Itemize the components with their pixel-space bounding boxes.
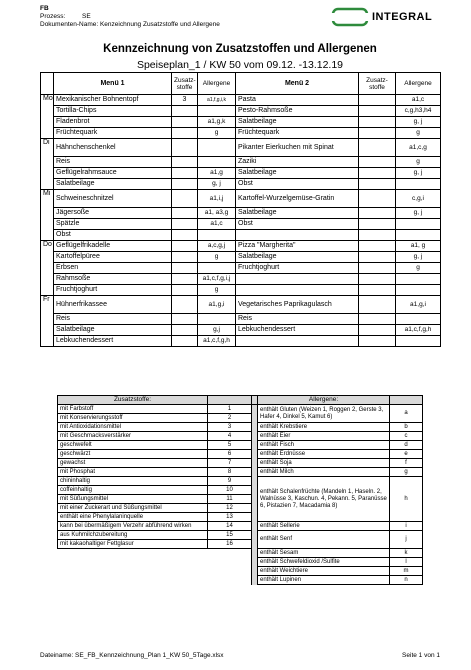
menu2-dish bbox=[236, 336, 359, 347]
zusatz-number: 4 bbox=[208, 432, 252, 441]
menu1-dish: Tortilla-Chips bbox=[54, 106, 172, 117]
process-value: SE bbox=[82, 13, 91, 20]
menu2-allergene: a1,c,f,g,h bbox=[396, 325, 441, 336]
menu2-allergene bbox=[396, 179, 441, 190]
menu-row bbox=[41, 274, 441, 285]
allergen-label: enthält Sesam bbox=[258, 549, 390, 558]
menu2-allergene: a1, g bbox=[396, 241, 441, 252]
menu1-zusatz bbox=[172, 208, 198, 219]
menu1-zusatz bbox=[172, 230, 198, 241]
allergen-code: b bbox=[390, 423, 423, 432]
menu2-allergene: c,g,h3,h4 bbox=[396, 106, 441, 117]
zusatz-empty bbox=[208, 558, 252, 567]
zusatz-number: 11 bbox=[208, 495, 252, 504]
menu1-zusatz bbox=[172, 219, 198, 230]
menu-row bbox=[41, 95, 441, 106]
menu1-allergene: a1,g bbox=[198, 168, 236, 179]
menu-row bbox=[41, 208, 441, 219]
zusatz-label: aus Kuhmilchzubereitung bbox=[58, 531, 208, 540]
menu2-allergene bbox=[396, 314, 441, 325]
menu-row bbox=[41, 314, 441, 325]
zusatz-label: mit kakaohaltiger Fettglasur bbox=[58, 540, 208, 549]
menu2-dish: Vegetarisches Paprikagulasch bbox=[236, 296, 359, 314]
menu-row bbox=[41, 230, 441, 241]
file-name: Dateiname: SE_FB_Kennzeichnung_Plan 1_KW 50_5Tage.xlsx bbox=[40, 652, 224, 659]
menu2-allergene: g, j bbox=[396, 208, 441, 219]
menu1-allergene: g,j bbox=[198, 325, 236, 336]
allergene-legend-header: Allergene: bbox=[258, 396, 390, 405]
menu2-zusatz bbox=[359, 106, 396, 117]
menu1-dish: Mexikanischer Bohnentopf bbox=[54, 95, 172, 106]
legend-row bbox=[58, 567, 423, 576]
allergen-label: enthält Milch bbox=[258, 468, 390, 477]
allergen-code: i bbox=[390, 522, 423, 531]
menu1-allergene: a1,c bbox=[198, 219, 236, 230]
menu1-allergene: a1,i,j bbox=[198, 190, 236, 208]
menu2-dish: Salatbeilage bbox=[236, 168, 359, 179]
integral-logo-icon bbox=[330, 6, 370, 28]
legend-row bbox=[58, 468, 423, 477]
zusatz-number-header bbox=[208, 396, 252, 405]
legend-separator bbox=[252, 540, 258, 549]
menu1-dish: Salatbeilage bbox=[54, 325, 172, 336]
menu2-zusatz bbox=[359, 325, 396, 336]
menu1-dish: Hühnerfrikassee bbox=[54, 296, 172, 314]
menu1-zusatz bbox=[172, 336, 198, 347]
menu2-allergene: g bbox=[396, 263, 441, 274]
legend-row bbox=[58, 558, 423, 567]
zusatz-number: 5 bbox=[208, 441, 252, 450]
allergen-code: f bbox=[390, 459, 423, 468]
allergen-code: c bbox=[390, 432, 423, 441]
zusatz-empty bbox=[208, 549, 252, 558]
zusatz-number: 3 bbox=[208, 423, 252, 432]
zusatz-number: 7 bbox=[208, 459, 252, 468]
zusatz-label: mit Geschmacksverstärker bbox=[58, 432, 208, 441]
menu2-allergene bbox=[396, 285, 441, 296]
menu2-zusatz bbox=[359, 230, 396, 241]
menu1-dish: Salatbeilage bbox=[54, 179, 172, 190]
allergen-label: enthält Sellerie bbox=[258, 522, 390, 531]
zusatz-label: mit Konservierungsstoff bbox=[58, 414, 208, 423]
menu-row bbox=[41, 336, 441, 347]
allergen-code: l bbox=[390, 558, 423, 567]
menu1-zusatz bbox=[172, 117, 198, 128]
menu1-zusatz bbox=[172, 157, 198, 168]
allergen-label: enthält Senf bbox=[258, 531, 390, 549]
menu2-zusatz bbox=[359, 128, 396, 139]
menu2-allergene: g bbox=[396, 128, 441, 139]
menu2-dish: Pikanter Eierkuchen mit Spinat bbox=[236, 139, 359, 157]
legend-row bbox=[58, 432, 423, 441]
allergen-label: enthält Erdnüsse bbox=[258, 450, 390, 459]
menu2-dish: Salatbeilage bbox=[236, 252, 359, 263]
zusatz-label: kann bei übermäßigem Verzehr abführend wirken bbox=[58, 522, 208, 531]
menu1-dish: Früchtequark bbox=[54, 128, 172, 139]
legend-table bbox=[57, 395, 423, 585]
menu2-dish: Fruchtjoghurt bbox=[236, 263, 359, 274]
menu2-zusatz bbox=[359, 219, 396, 230]
menu1-allergene bbox=[198, 106, 236, 117]
allergen-label: enthält Fisch bbox=[258, 441, 390, 450]
allergen-code: h bbox=[390, 477, 423, 522]
menu1-allergene: g, j bbox=[198, 179, 236, 190]
day-cell: Mo bbox=[41, 95, 54, 139]
legend-header-row bbox=[58, 396, 423, 405]
zusatz-number: 12 bbox=[208, 504, 252, 513]
document-meta bbox=[40, 5, 220, 29]
zusatz-number: 16 bbox=[208, 540, 252, 549]
zusatz-empty bbox=[58, 576, 208, 585]
menu1-allergene: a1, a3,g bbox=[198, 208, 236, 219]
menu1-dish: Hähnchenschenkel bbox=[54, 139, 172, 157]
menu-row bbox=[41, 285, 441, 296]
zusatz-number: 1 bbox=[208, 405, 252, 414]
zusatz-empty bbox=[58, 549, 208, 558]
legend-row bbox=[58, 522, 423, 531]
legend-row bbox=[58, 441, 423, 450]
menu2-allergene: g bbox=[396, 157, 441, 168]
allergen-code: a bbox=[390, 405, 423, 423]
menu1-zusatz bbox=[172, 241, 198, 252]
legend-separator bbox=[252, 504, 258, 513]
menu2-dish: Obst bbox=[236, 219, 359, 230]
menu1-dish: Fladenbrot bbox=[54, 117, 172, 128]
menu1-zusatz bbox=[172, 190, 198, 208]
menu2-zusatz bbox=[359, 241, 396, 252]
menu1-zusatz bbox=[172, 314, 198, 325]
menu1-zusatz bbox=[172, 139, 198, 157]
zusatz-label: mit Farbstoff bbox=[58, 405, 208, 414]
menu1-dish: Reis bbox=[54, 314, 172, 325]
legend-row bbox=[58, 477, 423, 486]
zusatz-label: chininhaltig bbox=[58, 477, 208, 486]
menu1-allergene bbox=[198, 230, 236, 241]
menu-table bbox=[40, 72, 441, 347]
zusatz-number: 9 bbox=[208, 477, 252, 486]
legend-row bbox=[58, 576, 423, 585]
menu2-zusatz bbox=[359, 157, 396, 168]
menu2-dish: Pesto-Rahmsoße bbox=[236, 106, 359, 117]
legend-separator bbox=[252, 486, 258, 495]
menu1-dish: Kartoffelpüree bbox=[54, 252, 172, 263]
menu-row bbox=[41, 117, 441, 128]
allergen-label: enthält Lupinen bbox=[258, 576, 390, 585]
zusatz-legend-header: Zusatzstoffe: bbox=[58, 396, 208, 405]
menu1-header: Menü 1 bbox=[54, 73, 172, 95]
menu1-allergene: a,c,g,j bbox=[198, 241, 236, 252]
menu2-allergene: a1,g,i bbox=[396, 296, 441, 314]
menu1-zusatz: 3 bbox=[172, 95, 198, 106]
menu1-dish: Jägersoße bbox=[54, 208, 172, 219]
menu1-zusatz bbox=[172, 106, 198, 117]
zusatz-label: mit Phosphat bbox=[58, 468, 208, 477]
menu1-dish: Erbsen bbox=[54, 263, 172, 274]
menu2-header: Menü 2 bbox=[236, 73, 359, 95]
menu-row bbox=[41, 241, 441, 252]
menu2-dish: Zaziki bbox=[236, 157, 359, 168]
menu2-allergene: a1,c bbox=[396, 95, 441, 106]
allergen-code: m bbox=[390, 567, 423, 576]
allergen-label: enthält Schalenfrüchte (Mandeln 1, Haseln. 2, Walnüsse 3, Kaschun. 4, Pekann. 5, Paranüsse 6, Pistazien 7, Macadamia 8) bbox=[258, 477, 390, 522]
menu-row bbox=[41, 296, 441, 314]
menu1-allergene bbox=[198, 157, 236, 168]
menu2-dish: Obst bbox=[236, 179, 359, 190]
menu1-allergene bbox=[198, 263, 236, 274]
menu2-dish: Salatbeilage bbox=[236, 117, 359, 128]
allergen-label: enthält Gluten (Weizen 1, Roggen 2, Gerste 3, Hafer 4, Dinkel 5, Kamut 6) bbox=[258, 405, 390, 423]
menu1-zusatz bbox=[172, 325, 198, 336]
menu1-zusatz bbox=[172, 179, 198, 190]
menu1-allergene: a1,c,f,g,h bbox=[198, 336, 236, 347]
day-header bbox=[41, 73, 54, 95]
zusatz-number: 13 bbox=[208, 513, 252, 522]
menu-row bbox=[41, 263, 441, 274]
menu-row bbox=[41, 219, 441, 230]
zusatz-empty bbox=[208, 567, 252, 576]
day-cell: Do bbox=[41, 241, 54, 296]
legend-row bbox=[58, 450, 423, 459]
menu2-dish bbox=[236, 274, 359, 285]
menu1-allergene: a1,c,f,g,i,j bbox=[198, 274, 236, 285]
zusatz-label: gewachst bbox=[58, 459, 208, 468]
legend-separator bbox=[252, 414, 258, 423]
zusatz-label: mit Süßungsmittel bbox=[58, 495, 208, 504]
menu2-allergene: g, j bbox=[396, 117, 441, 128]
menu2-dish: Pasta bbox=[236, 95, 359, 106]
legend-row bbox=[58, 549, 423, 558]
allergene2-header: Allergene bbox=[396, 73, 441, 95]
menu2-allergene bbox=[396, 219, 441, 230]
menu1-dish: Rahmsoße bbox=[54, 274, 172, 285]
menu1-allergene bbox=[198, 139, 236, 157]
menu1-allergene: a1,f,g,i,k bbox=[198, 95, 236, 106]
allergen-code: g bbox=[390, 468, 423, 477]
allergen-code: n bbox=[390, 576, 423, 585]
menu2-dish: Salatbeilage bbox=[236, 208, 359, 219]
menu-row bbox=[41, 157, 441, 168]
page-title: Kennzeichnung von Zusatzstoffen und Allergenen bbox=[103, 43, 377, 55]
allergen-code: j bbox=[390, 531, 423, 549]
zusatz-number: 8 bbox=[208, 468, 252, 477]
menu-row bbox=[41, 139, 441, 157]
menu1-zusatz bbox=[172, 168, 198, 179]
allergen-label: enthält Eier bbox=[258, 432, 390, 441]
allergen-label: enthält Soja bbox=[258, 459, 390, 468]
menu2-allergene bbox=[396, 274, 441, 285]
allergen-label: enthält Weichtiere bbox=[258, 567, 390, 576]
menu1-dish: Schweineschnitzel bbox=[54, 190, 172, 208]
menu-row bbox=[41, 179, 441, 190]
menu2-zusatz bbox=[359, 285, 396, 296]
allergen-code: k bbox=[390, 549, 423, 558]
menu2-allergene: g, j bbox=[396, 168, 441, 179]
zusatz-label: mit Antioxidationsmittel bbox=[58, 423, 208, 432]
menu2-zusatz bbox=[359, 117, 396, 128]
legend-row bbox=[58, 531, 423, 540]
zusatz-number: 6 bbox=[208, 450, 252, 459]
menu1-dish: Geflügelrahmsauce bbox=[54, 168, 172, 179]
menu2-dish bbox=[236, 230, 359, 241]
day-cell: Mi bbox=[41, 190, 54, 241]
form-code: FB bbox=[40, 5, 49, 12]
menu2-zusatz bbox=[359, 190, 396, 208]
zusatz-label: geschwefelt bbox=[58, 441, 208, 450]
menu1-dish: Reis bbox=[54, 157, 172, 168]
allergene-code-header bbox=[390, 396, 423, 405]
menu1-dish: Fruchtjoghurt bbox=[54, 285, 172, 296]
menu2-zusatz bbox=[359, 95, 396, 106]
menu2-allergene: g, j bbox=[396, 252, 441, 263]
zusatz-empty bbox=[208, 576, 252, 585]
menu1-allergene: a1,g,i bbox=[198, 296, 236, 314]
menu2-zusatz bbox=[359, 208, 396, 219]
menu-row bbox=[41, 190, 441, 208]
menu2-dish: Reis bbox=[236, 314, 359, 325]
page-subtitle: Speiseplan_1 / KW 50 vom 09.12. -13.12.19 bbox=[136, 59, 344, 71]
menu-row bbox=[41, 106, 441, 117]
legend-separator bbox=[252, 495, 258, 504]
menu2-allergene: c,g,i bbox=[396, 190, 441, 208]
menu2-dish: Kartoffel-Wurzelgemüse-Gratin bbox=[236, 190, 359, 208]
logo-text: INTEGRAL bbox=[372, 11, 433, 23]
menu2-allergene bbox=[396, 230, 441, 241]
menu2-zusatz bbox=[359, 263, 396, 274]
menu2-zusatz bbox=[359, 336, 396, 347]
zusatz-number: 2 bbox=[208, 414, 252, 423]
zusatz-number: 10 bbox=[208, 486, 252, 495]
menu-row bbox=[41, 168, 441, 179]
menu2-allergene bbox=[396, 336, 441, 347]
page-footer bbox=[40, 652, 440, 659]
allergene1-header: Allergene bbox=[198, 73, 236, 95]
zusatz-empty bbox=[58, 558, 208, 567]
document-name: Dokumenten-Name: Kenzeichnung Zusatzstoffe und Allergene bbox=[40, 21, 220, 28]
menu1-allergene: g bbox=[198, 128, 236, 139]
integral-logo bbox=[330, 6, 433, 28]
legend-row bbox=[58, 459, 423, 468]
menu2-zusatz bbox=[359, 252, 396, 263]
menu1-dish: Lebkuchendessert bbox=[54, 336, 172, 347]
menu2-dish: Lebkuchendessert bbox=[236, 325, 359, 336]
zusatz-empty bbox=[58, 567, 208, 576]
menu1-zusatz bbox=[172, 285, 198, 296]
zusatz-label: geschwärzt bbox=[58, 450, 208, 459]
menu1-zusatz bbox=[172, 128, 198, 139]
menu1-dish: Geflügelfrikadelle bbox=[54, 241, 172, 252]
zusatz1-header: Zusatz-stoffe bbox=[172, 73, 198, 95]
menu1-zusatz bbox=[172, 263, 198, 274]
menu1-allergene bbox=[198, 314, 236, 325]
menu1-allergene: g bbox=[198, 285, 236, 296]
legend-row bbox=[58, 405, 423, 414]
page-number: Seite 1 von 1 bbox=[402, 652, 440, 659]
process-row bbox=[40, 13, 220, 21]
day-cell: Di bbox=[41, 139, 54, 190]
allergen-label: enthält Schwefeldioxid /Sulfite bbox=[258, 558, 390, 567]
menu1-allergene: g bbox=[198, 252, 236, 263]
menu2-dish: Früchtequark bbox=[236, 128, 359, 139]
menu2-zusatz bbox=[359, 274, 396, 285]
zusatz-number: 15 bbox=[208, 531, 252, 540]
menu1-dish: Spätzle bbox=[54, 219, 172, 230]
zusatz-label: mit einer Zuckerart und Süßungsmittel bbox=[58, 504, 208, 513]
menu2-zusatz bbox=[359, 296, 396, 314]
allergen-code: e bbox=[390, 450, 423, 459]
menu2-allergene: a1,c,g bbox=[396, 139, 441, 157]
zusatz2-header: Zusatz-stoffe bbox=[359, 73, 396, 95]
menu2-dish: Pizza "Margherita" bbox=[236, 241, 359, 252]
menu2-dish bbox=[236, 285, 359, 296]
process-label: Prozess: bbox=[40, 13, 66, 20]
menu1-allergene: a1,g,k bbox=[198, 117, 236, 128]
menu1-zusatz bbox=[172, 252, 198, 263]
menu-header-row bbox=[41, 73, 441, 95]
allergen-code: d bbox=[390, 441, 423, 450]
menu1-zusatz bbox=[172, 296, 198, 314]
zusatz-number: 14 bbox=[208, 522, 252, 531]
menu2-zusatz bbox=[359, 179, 396, 190]
zusatz-label: enthält eine Phenylalaninquelle bbox=[58, 513, 208, 522]
menu2-zusatz bbox=[359, 168, 396, 179]
menu2-zusatz bbox=[359, 314, 396, 325]
legend-row bbox=[58, 423, 423, 432]
menu-row bbox=[41, 252, 441, 263]
day-cell: Fr bbox=[41, 296, 54, 347]
menu2-zusatz bbox=[359, 139, 396, 157]
legend-separator bbox=[252, 513, 258, 522]
menu1-dish: Obst bbox=[54, 230, 172, 241]
allergen-label: enthält Krebstiere bbox=[258, 423, 390, 432]
zusatz-label: coffeinhaltig bbox=[58, 486, 208, 495]
menu1-zusatz bbox=[172, 274, 198, 285]
menu-row bbox=[41, 128, 441, 139]
menu-row bbox=[41, 325, 441, 336]
